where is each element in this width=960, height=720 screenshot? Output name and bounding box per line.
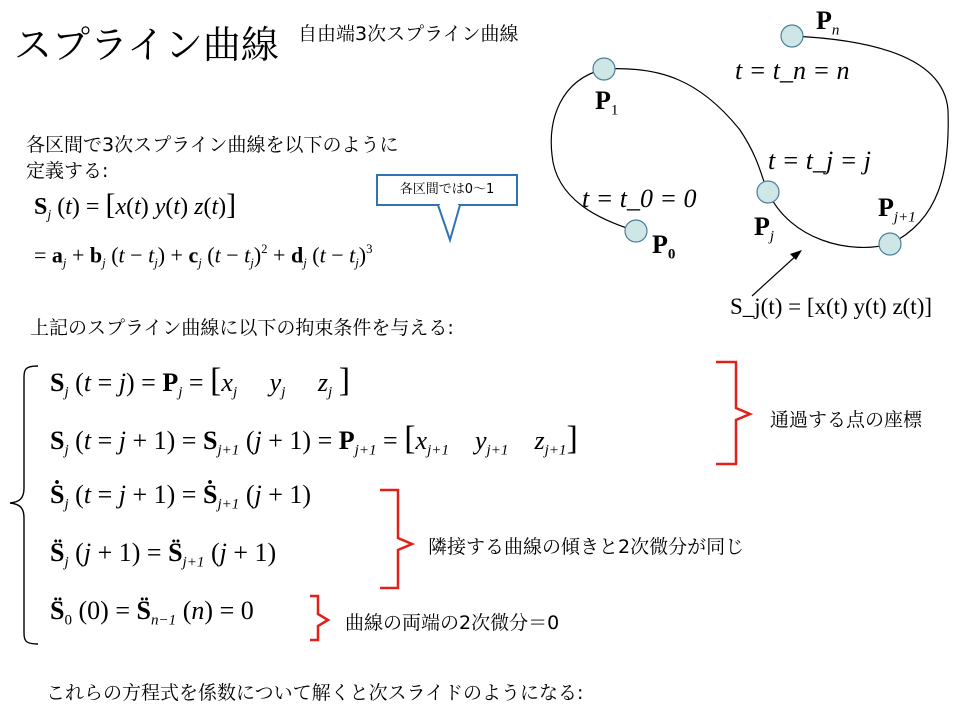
node-p0: [625, 220, 647, 242]
callout-pointer: [438, 205, 460, 240]
label-t-n: t = t_n = n: [735, 56, 850, 85]
label-pj1: $P_{j+1}$: [878, 193, 916, 226]
bracket-end: [310, 596, 328, 640]
bracket-pass-points: [716, 362, 750, 464]
label-p1: $P_1$: [595, 86, 619, 119]
constraint-eq-1: $S_j$ $(t = j) = P_j = [x_j$ $y_j$ $z_j$ ]: [50, 362, 351, 401]
constraint-eq-3: Ṡ$_j$ (t = j + 1) = Ṡ$_{j+1}$ (j + 1): [50, 480, 312, 513]
definition-eq-1: $S_j$ (t) = [x(t) y(t) z(t)]: [34, 188, 237, 223]
label-pj: $P_j$: [754, 212, 775, 245]
node-p1: [593, 58, 615, 80]
constraint-eq-5: $S̈_0$ $(0) = S̈_{n-1}$ (n) = 0: [50, 596, 254, 629]
label-t-0: t = t_0 = 0: [582, 184, 697, 213]
intro-line-2: 定義する:: [26, 160, 109, 182]
arrow-line: [752, 254, 798, 296]
label-end-condition: 曲線の両端の2次微分＝0: [345, 612, 560, 634]
callout-box: 各区間では0～1: [376, 174, 518, 206]
constraint-eq-4: $S̈_j$ $(j + 1) = S̈_{j+1}$ (j + 1): [50, 538, 277, 571]
constraint-intro: 上記のスプライン曲線に以下の拘束条件を与える:: [30, 317, 454, 339]
definition-eq-2: = $a_j + b_j$ $(t - t_j) + c_j$ $(t - t_j)^2 + d_j$ $(t - t_j)^3$: [34, 242, 373, 271]
node-pj1: [879, 233, 901, 255]
label-p0: $P_0$: [652, 230, 676, 263]
label-pass-points: 通過する点の座標: [770, 409, 923, 431]
label-pn: $P_n$: [816, 6, 840, 39]
label-s-def: S_j(t) = [x(t) y(t) z(t)]: [730, 294, 933, 319]
label-tangent: 隣接する曲線の傾きと2次微分が同じ: [428, 536, 745, 558]
left-brace: [10, 366, 38, 644]
label-t-j: t = t_j = j: [768, 146, 871, 175]
arrow-head: [790, 250, 802, 260]
node-pj: [757, 181, 779, 203]
constraint-eq-2: $S_j$ $(t = j + 1) = S_{j+1}$ $(j + 1) = P_{j+1} = [x_{j+1}$ $y_{j+1}$ $z_{j+1}$]: [50, 420, 578, 459]
slide-title: スプライン曲線: [14, 23, 279, 67]
node-pn: [781, 25, 803, 47]
bracket-tangent: [380, 490, 412, 588]
slide-subtitle: 自由端3次スプライン曲線: [298, 23, 519, 45]
intro-line-1: 各区間で3次スプライン曲線を以下のように: [26, 134, 399, 156]
footer-text: これらの方程式を係数について解くと次スライドのようになる:: [46, 682, 584, 704]
